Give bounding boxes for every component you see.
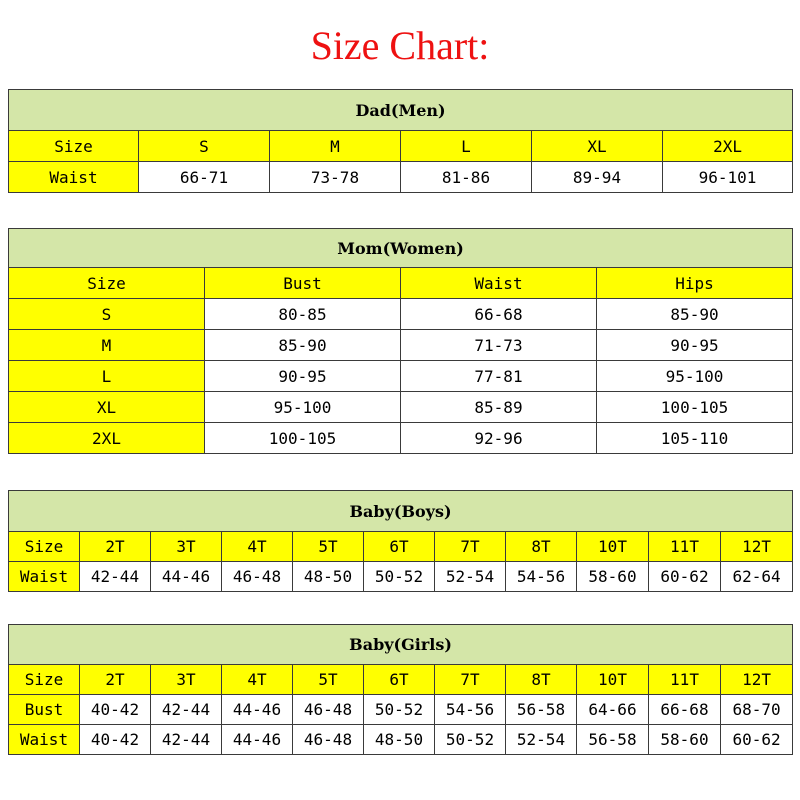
- column-header: 10T: [577, 665, 649, 695]
- table-cell: 95-100: [597, 361, 793, 392]
- row-label: Waist: [9, 562, 80, 592]
- table-cell: 54-56: [435, 695, 506, 725]
- table-cell: 68-70: [721, 695, 793, 725]
- table-header-row: [9, 131, 793, 162]
- table-cell: 85-90: [597, 299, 793, 330]
- table-row: [9, 423, 793, 454]
- table-heading: Baby(Boys): [9, 491, 793, 532]
- table-cell: 90-95: [205, 361, 401, 392]
- column-header: 12T: [721, 532, 793, 562]
- column-header: 2T: [80, 665, 151, 695]
- table-row: [9, 299, 793, 330]
- table-cell: 50-52: [435, 725, 506, 755]
- table-cell: 48-50: [364, 725, 435, 755]
- column-header: 12T: [721, 665, 793, 695]
- table-cell: 46-48: [222, 562, 293, 592]
- column-header: 8T: [506, 532, 577, 562]
- column-header: 6T: [364, 665, 435, 695]
- column-header: 10T: [577, 532, 649, 562]
- column-header: 4T: [222, 532, 293, 562]
- column-header: Size: [9, 268, 205, 299]
- table-cell: 44-46: [151, 562, 222, 592]
- table-cell: 92-96: [401, 423, 597, 454]
- column-header: S: [139, 131, 270, 162]
- table-cell: 62-64: [721, 562, 793, 592]
- size-table-mom: [8, 228, 793, 454]
- page-title: Size Chart:: [310, 23, 490, 68]
- table-cell: 95-100: [205, 392, 401, 423]
- table-row: [9, 725, 793, 755]
- row-label: Waist: [9, 725, 80, 755]
- column-header: 11T: [649, 532, 721, 562]
- size-table-dad: [8, 89, 793, 193]
- table-row: [9, 695, 793, 725]
- table-cell: 58-60: [649, 725, 721, 755]
- table-cell: 54-56: [506, 562, 577, 592]
- table-cell: 46-48: [293, 695, 364, 725]
- row-label: XL: [9, 392, 205, 423]
- column-header: Waist: [401, 268, 597, 299]
- row-label: S: [9, 299, 205, 330]
- table-cell: 80-85: [205, 299, 401, 330]
- table-cell: 56-58: [506, 695, 577, 725]
- table-cell: 85-90: [205, 330, 401, 361]
- row-label: L: [9, 361, 205, 392]
- table-header-row: [9, 268, 793, 299]
- column-header: 3T: [151, 665, 222, 695]
- table-cell: 40-42: [80, 725, 151, 755]
- table-row: [9, 392, 793, 423]
- table-cell: 44-46: [222, 695, 293, 725]
- column-header: Size: [9, 532, 80, 562]
- column-header: 6T: [364, 532, 435, 562]
- column-header: 4T: [222, 665, 293, 695]
- row-label: 2XL: [9, 423, 205, 454]
- table-row: [9, 330, 793, 361]
- table-cell: 66-71: [139, 162, 270, 193]
- table-row: [9, 361, 793, 392]
- table-row: [9, 162, 793, 193]
- table-cell: 50-52: [364, 695, 435, 725]
- table-cell: 96-101: [663, 162, 793, 193]
- table-cell: 64-66: [577, 695, 649, 725]
- table-cell: 85-89: [401, 392, 597, 423]
- table-cell: 90-95: [597, 330, 793, 361]
- column-header: 5T: [293, 665, 364, 695]
- table-cell: 40-42: [80, 695, 151, 725]
- row-label: Bust: [9, 695, 80, 725]
- table-cell: 81-86: [401, 162, 532, 193]
- table-cell: 46-48: [293, 725, 364, 755]
- table-cell: 56-58: [577, 725, 649, 755]
- table-cell: 44-46: [222, 725, 293, 755]
- table-cell: 48-50: [293, 562, 364, 592]
- table-cell: 100-105: [205, 423, 401, 454]
- column-header: L: [401, 131, 532, 162]
- column-header: M: [270, 131, 401, 162]
- table-cell: 50-52: [364, 562, 435, 592]
- table-header-row: [9, 665, 793, 695]
- size-table-baby-boys: [8, 490, 793, 592]
- table-cell: 71-73: [401, 330, 597, 361]
- table-cell: 42-44: [151, 695, 222, 725]
- row-label: M: [9, 330, 205, 361]
- table-header-row: [9, 532, 793, 562]
- column-header: 7T: [435, 532, 506, 562]
- column-header: XL: [532, 131, 663, 162]
- column-header: Hips: [597, 268, 793, 299]
- column-header: Bust: [205, 268, 401, 299]
- table-cell: 42-44: [80, 562, 151, 592]
- table-cell: 77-81: [401, 361, 597, 392]
- column-header: 8T: [506, 665, 577, 695]
- row-label: Waist: [9, 162, 139, 193]
- table-cell: 58-60: [577, 562, 649, 592]
- column-header: 2XL: [663, 131, 793, 162]
- table-cell: 52-54: [506, 725, 577, 755]
- column-header: 3T: [151, 532, 222, 562]
- table-cell: 105-110: [597, 423, 793, 454]
- column-header: Size: [9, 131, 139, 162]
- table-cell: 60-62: [721, 725, 793, 755]
- table-cell: 73-78: [270, 162, 401, 193]
- table-cell: 89-94: [532, 162, 663, 193]
- table-heading: Baby(Girls): [9, 625, 793, 665]
- table-cell: 66-68: [649, 695, 721, 725]
- column-header: 5T: [293, 532, 364, 562]
- table-row: [9, 562, 793, 592]
- table-cell: 100-105: [597, 392, 793, 423]
- size-table-baby-girls: [8, 624, 793, 755]
- column-header: Size: [9, 665, 80, 695]
- column-header: 7T: [435, 665, 506, 695]
- table-cell: 60-62: [649, 562, 721, 592]
- column-header: 11T: [649, 665, 721, 695]
- table-heading: Mom(Women): [9, 229, 793, 268]
- table-heading: Dad(Men): [9, 90, 793, 131]
- table-cell: 52-54: [435, 562, 506, 592]
- column-header: 2T: [80, 532, 151, 562]
- table-cell: 66-68: [401, 299, 597, 330]
- table-cell: 42-44: [151, 725, 222, 755]
